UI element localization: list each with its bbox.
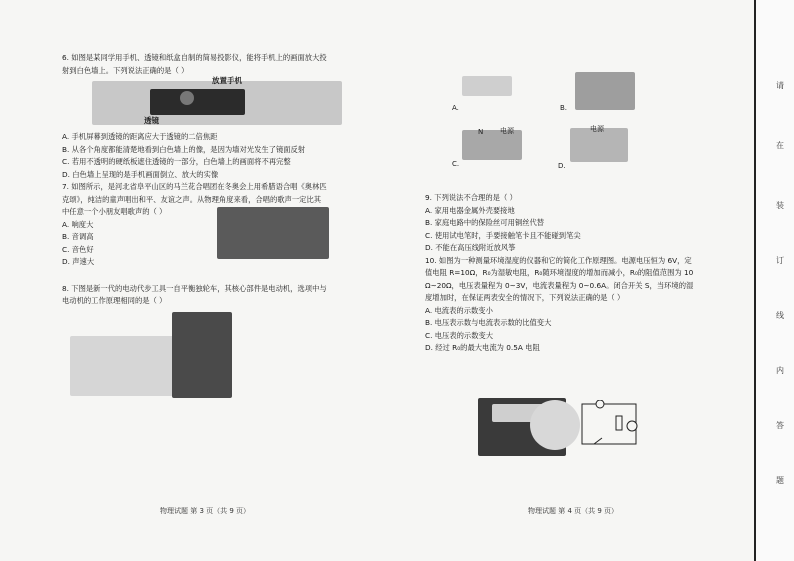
binding-char: 线 [776, 311, 784, 320]
page-4 [425, 192, 735, 355]
q7-stem-3: 中任意一个小朋友唱歌声的（ ） [62, 207, 167, 216]
binding-char: 订 [776, 256, 784, 265]
binding-char: 在 [776, 141, 784, 150]
q7-option-a: A. 响度大 [62, 219, 94, 229]
q7-stem-2: 克颂》，纯洁的童声唱出和平、友谊之声。从物理角度来看，合唱的歌声一定比其 [62, 194, 322, 204]
fig-b [575, 72, 635, 110]
fig-label-d: D. [558, 162, 566, 170]
q7-option-c: C. 音色好 [62, 244, 94, 254]
q10-option-d: D. 经过 R₀的最大电流为 0.5A 电阻 [425, 343, 540, 352]
q8-stem-2: 电动机的工作原理相同的是（ ） [62, 296, 167, 305]
q10-stem-4: 度增加时，在保证两表安全的情况下，下列说法正确的是（ ） [425, 293, 625, 302]
q10-option-a: A. 电流表的示数变小 [425, 305, 493, 315]
binding-char: 内 [776, 366, 784, 375]
fig-label-power-2: 电源 [590, 125, 604, 133]
q6-stem-1: 6. 如图是某同学用手机、透镜和纸盒自制的简易投影仪，能将手机上的画面放大投 [62, 53, 327, 62]
q10-stem-2: 值电阻 R=10Ω，R₀为湿敏电阻，R₀随环境湿度的增加而减小，R₀的阻值范围为 10 [425, 268, 694, 277]
q6-option-c: C. 若用不透明的硬纸板遮住透镜的一部分，白色墙上的画面将不再完整 [62, 157, 291, 166]
q9-option-a: A. 家用电器金属外壳要接地 [425, 205, 515, 215]
dial-photo [530, 400, 580, 450]
q8-stem-1: 8. 下图是新一代的电动代步工具一自平衡独轮车，其核心部件是电动机，选项中与 [62, 283, 327, 293]
binding-char: 题 [776, 476, 784, 485]
q7-option-d: D. 声速大 [62, 257, 95, 266]
q10-stem-3: Ω~20Ω，电压表量程为 0~3V，电流表量程为 0~0.6A。闭合开关 S，当环境的湿 [425, 280, 694, 290]
fig-label-power-1: 电源 [500, 127, 514, 135]
q9-stem: 9. 下列说法不合理的是（ ） [425, 193, 517, 202]
q6-stem-2: 射到白色墙上。下列说法正确的是（ ） [62, 65, 189, 75]
label-lens: 透镜 [144, 116, 159, 125]
binding-char: 请 [776, 81, 784, 90]
q9-option-c: C. 使用试电笔时，手要接触笔卡且不能碰到笔尖 [425, 230, 581, 240]
q6-figure [62, 77, 392, 131]
q10-stem-1: 10. 如图为一种测量环境湿度的仪器和它的简化工作原理图。电源电压恒为 6V，定 [425, 255, 692, 265]
q7-stem-1: 7. 如图所示，是河北省阜平山区的马兰花合唱团在冬奥会上用希腊语合唱《奥林匹 [62, 182, 327, 191]
page-3 [62, 52, 392, 408]
q10-option-c: C. 电压表的示数变大 [425, 330, 494, 340]
q6-option-a: A. 手机屏幕到透镜的距离应大于透镜的二倍焦距 [62, 132, 218, 141]
q8-figure [62, 308, 392, 408]
fig-a [462, 76, 512, 96]
binding-char: 装 [776, 201, 784, 210]
binding-strip [754, 0, 794, 561]
unicycle-photo [172, 312, 232, 398]
projector-box [150, 89, 245, 115]
q7-options [62, 219, 392, 269]
footer-page-4: 物理试题 第 4 页（共 9 页） [528, 507, 619, 515]
binding-char: 答 [776, 421, 784, 430]
q7-option-b: B. 音调高 [62, 232, 94, 241]
lens-shape [180, 91, 194, 105]
fig-label-b: B. [560, 104, 568, 112]
footer-page-3: 物理试题 第 3 页（共 9 页） [160, 507, 251, 515]
fig-label-n: N [478, 128, 484, 136]
q10-option-b: B. 电压表示数与电流表示数的比值变大 [425, 318, 552, 327]
q6-option-d: D. 白色墙上呈现的是手机画面倒立、放大的实像 [62, 169, 219, 179]
label-phone: 放置手机 [212, 76, 242, 85]
fig-label-a: A. [452, 104, 459, 112]
fig-label-c: C. [452, 160, 460, 168]
choir-photo [217, 207, 329, 259]
circuit-diagram [580, 400, 640, 450]
q6-option-b: B. 从各个角度都能清楚地看到白色墙上的像，是因为墙对光发生了镜面反射 [62, 144, 306, 154]
q9-option-d: D. 不能在高压线附近放风筝 [425, 243, 516, 252]
q9-option-b: B. 家庭电路中的保险丝可用铜丝代替 [425, 218, 545, 227]
